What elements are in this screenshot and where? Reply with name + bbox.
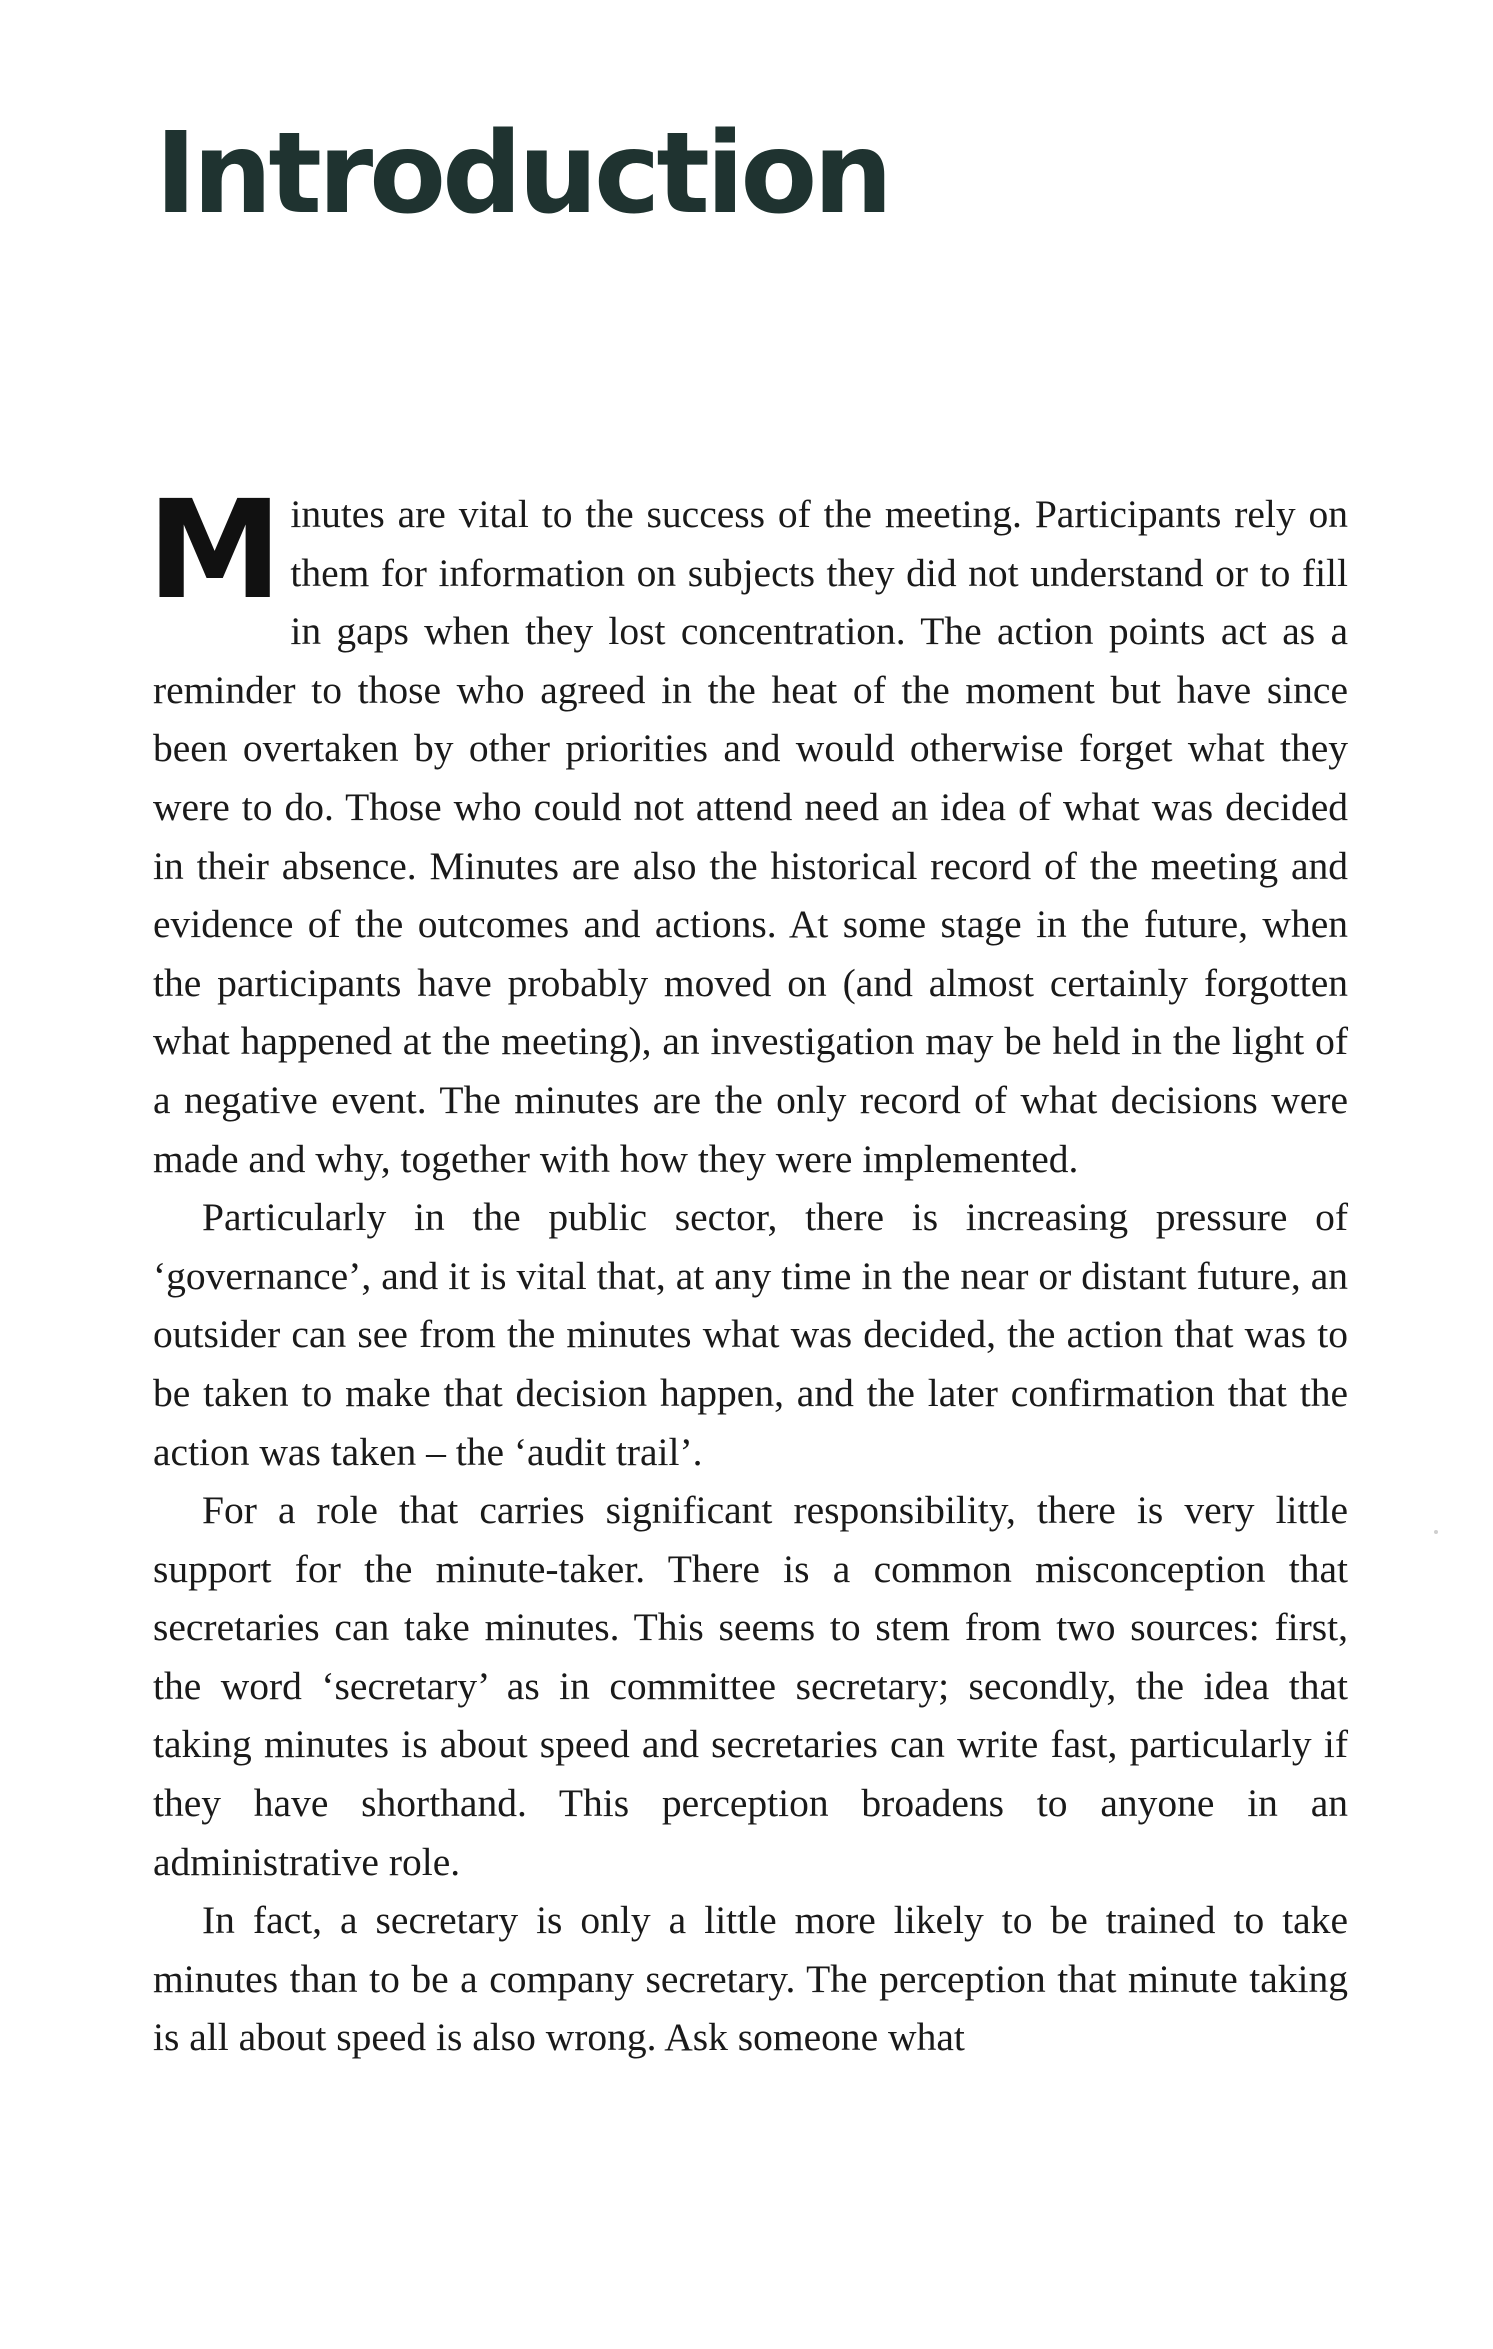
- scan-speck: [1434, 1530, 1438, 1534]
- paragraph-1: [147, 472, 1348, 1188]
- paragraph-1-text: inutes are vital to the success of the meeting. Participants rely on them for information on subjects they did not understand or to fill in gaps when they lost concentration. The action points act as a reminder to those who agreed in the heat of the moment but have since been overtaken by other priorities and would otherwise forget what they were to do. Those who could not attend need an idea of what was decided in their absence. Minutes are also the historical record of the meeting and evidence of the outcomes and actions. At some stage in the future, when the participants have probably moved on (and almost certainly forgotten what happened at the meeting), an investigation may be held in the light of a negative event. The minutes are the only record of what decisions were made and why, together with how they were implemented.: [153, 492, 1348, 1181]
- paragraph-3: For a role that carries significant responsibility, there is very little support for the minute-taker. There is a common misconception that secretaries can take minutes. This seems to stem from two sources: first, the word ‘secretary’ as in committee secretary; secondly, the idea that taking minutes is about speed and secretaries can write fast, particularly if they have shorthand. This perception broadens to anyone in an administrative role.: [153, 1488, 1348, 1884]
- paragraph-4: In fact, a secretary is only a little more likely to be trained to take minutes than to be a company secretary. The perception that minute taking is all about speed is also wrong. Ask someone what: [153, 1898, 1348, 2060]
- body-text: [147, 472, 1348, 2067]
- chapter-heading: Introduction: [155, 109, 890, 239]
- paragraph-2: Particularly in the public sector, there is increasing pressure of ‘governance’, and it is vital that, at any time in the near or distant future, an outsider can see from the minutes what was decided, the action that was to be taken to make that decision happen, and the later confirmation that the action was taken – the ‘audit trail’.: [153, 1195, 1348, 1474]
- drop-cap: M: [147, 472, 277, 630]
